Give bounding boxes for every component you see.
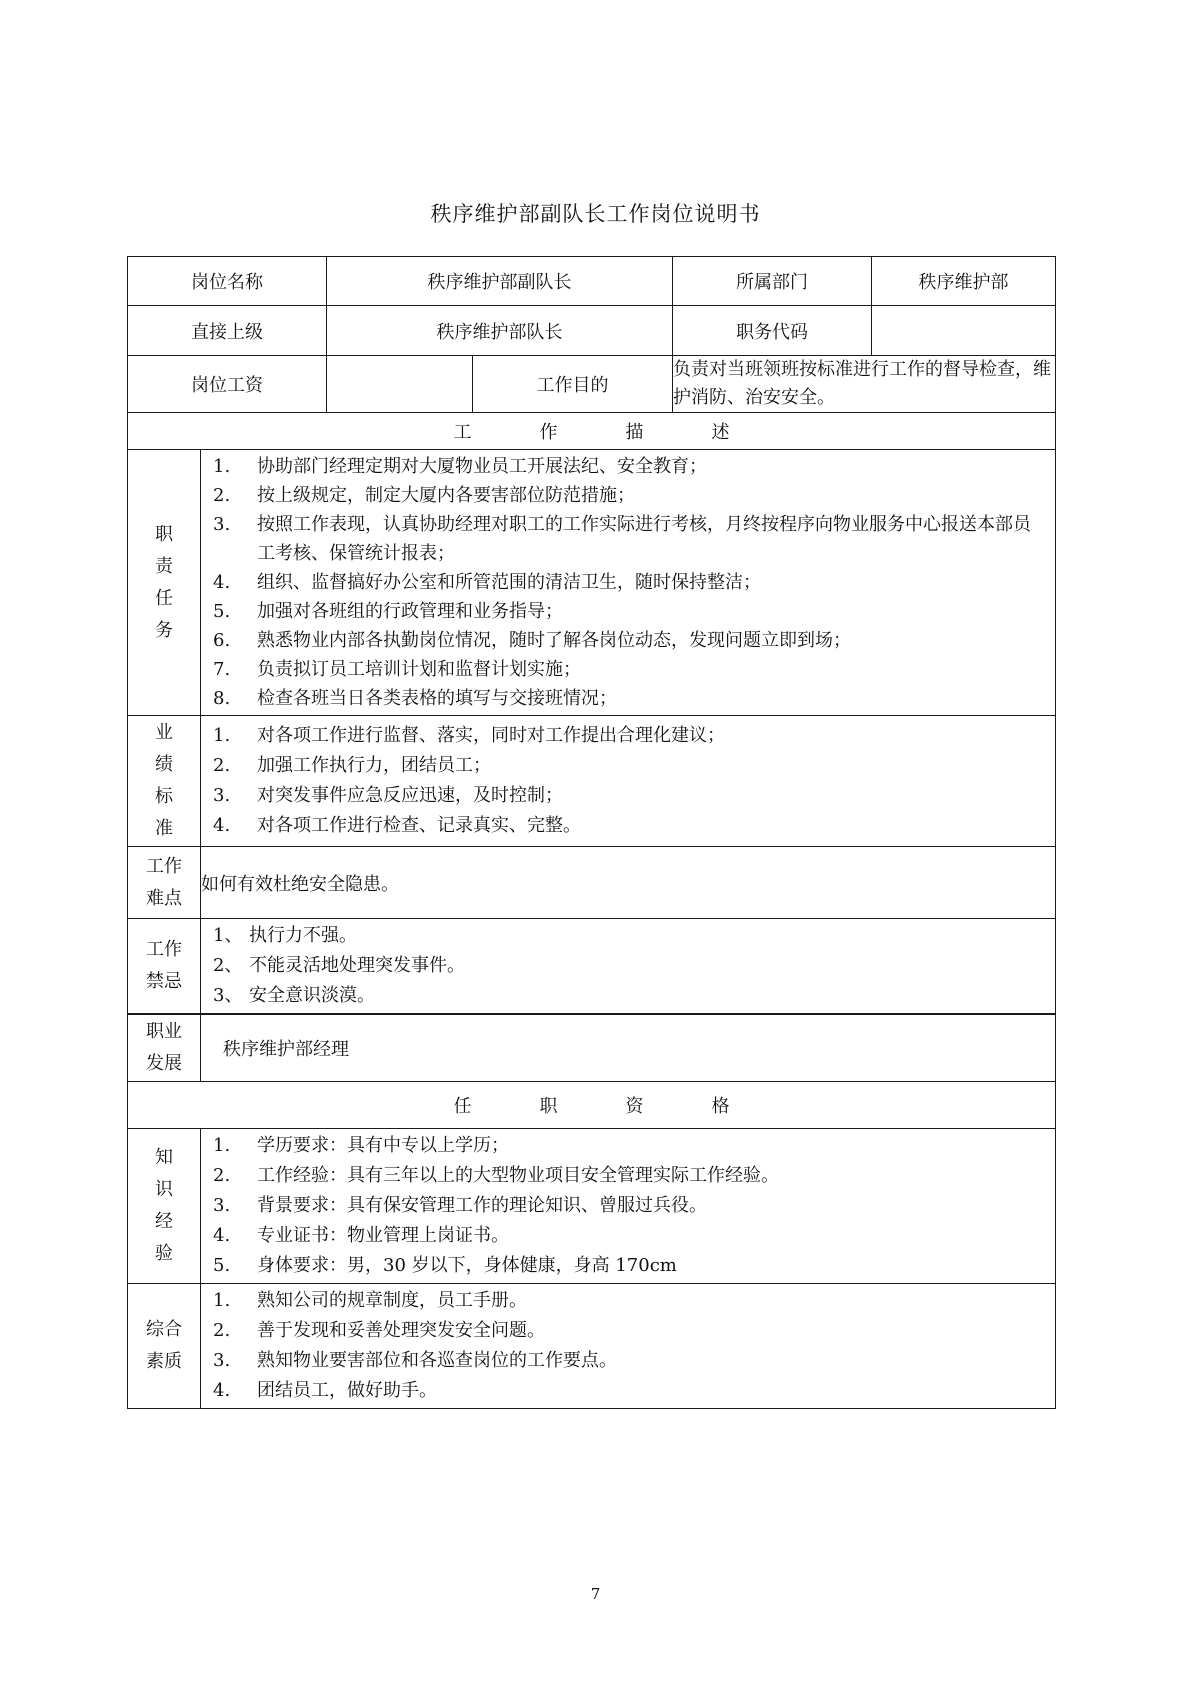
job-code-cell (673, 306, 1056, 356)
salary-value (327, 356, 473, 413)
purpose-label: 工作目的 (473, 356, 673, 413)
knowledge-row (128, 1128, 1056, 1283)
department-cell (673, 257, 1056, 306)
job-code-label: 职务代码 (673, 306, 872, 355)
list-item: 6. 熟悉物业内部各执勤岗位情况，随时了解各岗位动态，发现问题立即到场； (213, 630, 851, 651)
performance-label: 业 绩 标 准 (128, 716, 201, 847)
department-label: 所属部门 (673, 257, 872, 305)
quality-list (201, 1284, 1055, 1408)
work-description-heading-row (128, 413, 1056, 450)
list-item: 4. 团结员工，做好助手。 (213, 1379, 437, 1401)
duties-list (201, 450, 1055, 715)
list-item: 1. 协助部门经理定期对大厦物业员工开展法纪、安全教育； (213, 456, 707, 477)
performance-row (128, 716, 1056, 847)
supervisor-value: 秩序维护部队长 (327, 306, 673, 356)
difficulty-label: 工作 难点 (128, 847, 201, 919)
difficulty-row (128, 847, 1056, 919)
taboo-list (201, 919, 1055, 1013)
quality-row (128, 1283, 1056, 1408)
position-name-label: 岗位名称 (128, 257, 327, 306)
duties-list-cell (201, 450, 1056, 716)
list-item: 2、 不能灵活地处理突发事件。 (213, 955, 465, 976)
salary-label: 岗位工资 (128, 356, 327, 413)
work-description-heading: 工 作 描 述 (128, 413, 1056, 450)
career-label: 职业 发展 (128, 1014, 201, 1081)
info-row-salary (128, 356, 1056, 413)
difficulty-text: 如何有效杜绝安全隐患。 (201, 847, 1056, 919)
department-value: 秩序维护部 (918, 272, 1009, 293)
quality-list-cell (201, 1283, 1056, 1408)
list-item: 8. 检查各班当日各类表格的填写与交接班情况； (213, 688, 617, 709)
page-number: 7 (590, 1585, 601, 1603)
knowledge-list (201, 1129, 1055, 1283)
knowledge-label: 知 识 经 验 (128, 1128, 201, 1283)
list-item: 7. 负责拟订员工培训计划和监督计划实施； (213, 659, 581, 680)
list-item: 1、 执行力不强。 (213, 925, 357, 946)
list-item: 1. 熟知公司的规章制度，员工手册。 (213, 1289, 527, 1311)
list-item: 3. 熟知物业要害部位和各巡查岗位的工作要点。 (213, 1349, 617, 1371)
performance-list-cell (201, 716, 1056, 847)
list-item: 2. 善于发现和妥善处理突发安全问题。 (213, 1319, 545, 1341)
taboo-label: 工作 禁忌 (128, 919, 201, 1015)
list-item: 1. 学历要求：具有中专以上学历； (213, 1134, 509, 1156)
purpose-value: 负责对当班领班按标准进行工作的督导检查，维护消防、治安安全。 (673, 356, 1056, 413)
list-item: 3. 对突发事件应急反应迅速，及时控制； (213, 785, 563, 806)
list-item: 4. 专业证书：物业管理上岗证书。 (213, 1224, 509, 1246)
career-text: 秩序维护部经理 (201, 1014, 1056, 1081)
duties-label: 职 责 任 务 (128, 450, 201, 716)
list-item: 2. 工作经验：具有三年以上的大型物业项目安全管理实际工作经验。 (213, 1164, 779, 1186)
list-item: 5. 身体要求：男，30 岁以下，身体健康，身高 170cm (213, 1254, 677, 1276)
list-item: 5. 加强对各班组的行政管理和业务指导； (213, 601, 563, 622)
duties-row (128, 450, 1056, 716)
list-item: 2. 加强工作执行力，团结员工； (213, 755, 491, 776)
career-row (128, 1014, 1056, 1081)
info-row-position (128, 257, 1056, 306)
taboo-row (128, 919, 1056, 1015)
job-description-table (127, 256, 1056, 1409)
list-item: 4. 组织、监督搞好办公室和所管范围的清洁卫生，随时保持整洁； (213, 572, 761, 593)
supervisor-label: 直接上级 (128, 306, 327, 356)
qualifications-heading: 任 职 资 格 (128, 1081, 1056, 1128)
position-name-value: 秩序维护部副队长 (327, 257, 673, 306)
list-item: 3. 按照工作表现，认真协助经理对职工的工作实际进行考核，月终按程序向物业服务中心报送本部员工考核、保管统计报表； (213, 514, 1031, 564)
job-code-value (872, 306, 1055, 355)
page-title: 秩序维护部副队长工作岗位说明书 (430, 202, 761, 226)
knowledge-list-cell (201, 1128, 1056, 1283)
list-item: 4. 对各项工作进行检查、记录真实、完整。 (213, 815, 581, 836)
list-item: 1. 对各项工作进行监督、落实，同时对工作提出合理化建议； (213, 725, 725, 746)
qualifications-heading-row (128, 1081, 1056, 1128)
list-item: 3. 背景要求：具有保安管理工作的理论知识、曾服过兵役。 (213, 1194, 707, 1216)
taboo-list-cell (201, 919, 1056, 1015)
list-item: 2. 按上级规定，制定大厦内各要害部位防范措施； (213, 485, 635, 506)
info-row-supervisor (128, 306, 1056, 356)
quality-label: 综合 素质 (128, 1283, 201, 1408)
list-item: 3、 安全意识淡漠。 (213, 985, 375, 1006)
performance-list (201, 719, 1055, 843)
